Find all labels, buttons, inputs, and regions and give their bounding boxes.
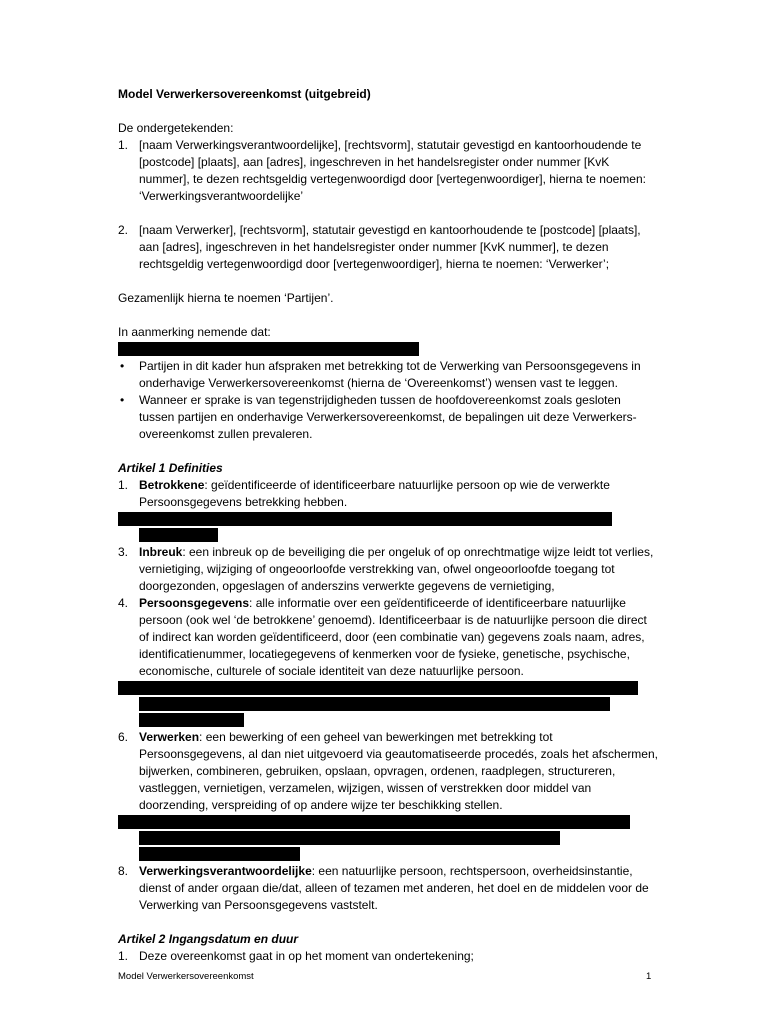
definition-term: Inbreuk [139, 545, 183, 559]
definition-item [118, 477, 658, 511]
definition-number: 8. [118, 864, 129, 878]
intro-text: De ondergetekenden: [118, 121, 234, 135]
article-2-item-number: 1. [118, 949, 129, 963]
definition-item [118, 544, 658, 595]
definition-number: 6. [118, 730, 129, 744]
bullet-icon: • [120, 359, 125, 373]
redaction-bar [118, 681, 638, 695]
consideration-1 [118, 358, 658, 392]
considering-text: In aanmerking nemende dat: [118, 325, 271, 339]
definition-text: : een natuurlijke persoon, rechtspersoon, overheidsinstantie, dienst of ander orgaan die/dat, alleen of tezamen met anderen, het doel en de middelen voor de Verwerking van Persoonsgegevens vaststelt. [139, 864, 649, 912]
redaction-bar [139, 831, 560, 845]
definition-text: : alle informatie over een geïdentificeerde of identificeerbare natuurlijke persoon (ook wel ‘de betrokkene’ genoemd). Identificeerbaar is de natuurlijke persoon die direct of indirect kan worden geïdentificeerd, door (een combinatie van) gegevens zoals naam, adres, identificatienummer, locatiegegevens of kenmerken voor de fysieke, genetische, psychische, economische, culturele of sociale identiteit van deze natuurlijke persoon. [139, 596, 647, 678]
page-number: 1 [646, 971, 652, 982]
document-body [118, 86, 658, 965]
footer-title: Model Verwerkersovereenkomst [118, 971, 254, 982]
definition-text: : geïdentificeerde of identificeerbare natuurlijke persoon op wie de verwerkte Persoonsgegevens betrekking hebben. [139, 478, 610, 509]
definition-term: Persoonsgegevens [139, 596, 250, 610]
article-2-item-text: Deze overeenkomst gaat in op het moment van ondertekening; [139, 949, 474, 963]
redaction-bar [139, 528, 218, 542]
document-title: Model Verwerkersovereenkomst (uitgebreid) [118, 87, 371, 101]
definition-text: : een bewerking of een geheel van bewerkingen met betrekking tot Persoonsgegevens, al dan niet uitgevoerd via geautomatiseerde procedés, zoals het afschermen, bijwerken, combineren, gebruiken, opslaan, opvragen, ordenen, raadplegen, structureren, vastleggen, vernietigen, verzamelen, wijzigen, wissen of verstrekken door middel van doorzending, verspreiding of op andere wijze ter beschikking stellen. [139, 730, 658, 812]
definition-number: 4. [118, 596, 129, 610]
party-1-number: 1. [118, 138, 129, 152]
article-1-heading: Artikel 1 Definities [118, 461, 223, 475]
redaction-bar [118, 815, 630, 829]
article-2-item [118, 948, 658, 965]
definition-number: 1. [118, 478, 129, 492]
definition-item [118, 729, 658, 814]
definition-item [118, 595, 658, 680]
consideration-2-text: Wanneer er sprake is van tegenstrijdigheden tussen de hoofdovereenkomst zoals gesloten tussen partijen en onderhavige Verwerkersovereenkomst, de bepalingen uit deze Verwerkers-overeenkomst zullen prevaleren. [139, 393, 637, 441]
party-2 [118, 222, 658, 273]
redaction-bar [118, 512, 612, 526]
party-2-text: [naam Verwerker], [rechtsvorm], statutair gevestigd en kantoorhoudende te [postcode] [plaats], aan [adres], ingeschreven in het handelsregister onder nummer [KvK nummer], te dezen rechtsgeldig vertegenwoordigd door [vertegenwoordiger], hierna te noemen: ‘Verwerker’; [139, 223, 641, 271]
redaction-bar [139, 697, 610, 711]
redaction-bar [139, 713, 244, 727]
definition-term: Verwerkingsverantwoordelijke [139, 864, 312, 878]
definition-text: : een inbreuk op de beveiliging die per ongeluk of op onrechtmatige wijze leidt tot verlies, vernietiging, wijziging of ongeoorloofde verstrekking van, ofwel ongeoorloofde toegang tot doorgezonden, opgeslagen of anderszins verwerkte gegevens de vernietiging, [139, 545, 654, 593]
redaction-bar [118, 342, 419, 356]
definition-item [118, 863, 658, 914]
party-1-text: [naam Verwerkingsverantwoordelijke], [rechtsvorm], statutair gevestigd en kantoorhoudende te [postcode] [plaats], aan [adres], ingeschreven in het handelsregister onder nummer [KvK nummer], te dezen rechtsgeldig vertegenwoordigd door [vertegenwoordiger], hierna te noemen: ‘Verwerkingsverantwoordelijke’ [139, 138, 646, 203]
bullet-icon: • [120, 393, 125, 407]
definition-term: Betrokkene [139, 478, 205, 492]
definition-term: Verwerken [139, 730, 200, 744]
redaction-bar [139, 847, 300, 861]
party-1 [118, 137, 658, 205]
consideration-1-text: Partijen in dit kader hun afspraken met betrekking tot de Verwerking van Persoonsgegevens in onderhavige Verwerkersovereenkomst (hierna de ‘Overeenkomst’) wensen vast te leggen. [139, 359, 641, 390]
article-2-heading: Artikel 2 Ingangsdatum en duur [118, 932, 299, 946]
party-2-number: 2. [118, 223, 129, 237]
definition-number: 3. [118, 545, 129, 559]
consideration-2 [118, 392, 658, 443]
jointly-text: Gezamenlijk hierna te noemen ‘Partijen’. [118, 291, 334, 305]
